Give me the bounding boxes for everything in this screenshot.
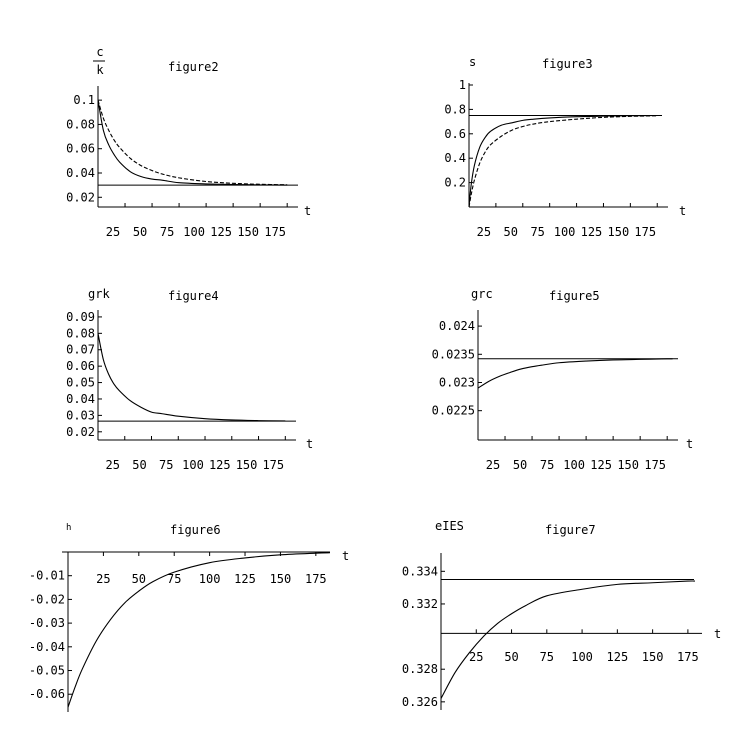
- x-tick-label: 75: [159, 225, 175, 239]
- solid-series-line: [441, 581, 695, 699]
- x-tick-label: 125: [210, 225, 232, 239]
- x-tick-label: 175: [644, 458, 667, 472]
- y-tick-label: 0.06: [66, 359, 95, 374]
- figure-label: figure6: [170, 523, 221, 537]
- x-tick-label: 25: [105, 225, 121, 239]
- y-tick-label: -0.06: [28, 687, 65, 702]
- dashed-series-line: [469, 116, 657, 207]
- x-tick-label: 25: [469, 650, 484, 664]
- x-tick-label: 125: [580, 225, 603, 239]
- x-tick-label: 75: [539, 650, 555, 664]
- chart-h: [29, 523, 349, 712]
- x-tick-label: 50: [512, 458, 528, 472]
- y-tick-label: 0.04: [66, 391, 95, 406]
- solid-series-line: [98, 100, 287, 185]
- x-tick-label: 175: [634, 225, 657, 239]
- y-axis-label-numerator: c: [96, 45, 104, 59]
- y-axis-label: s: [469, 55, 477, 69]
- chart-grk: [66, 287, 313, 472]
- x-tick-label: 75: [166, 572, 182, 586]
- x-tick-label: 175: [264, 225, 287, 239]
- x-tick-label: 25: [96, 572, 111, 586]
- solid-series-line: [469, 116, 657, 208]
- x-axis-label: t: [679, 204, 687, 218]
- y-tick-label: 0.1: [73, 93, 95, 108]
- x-tick-label: 125: [606, 650, 629, 664]
- y-tick-label: 0.326: [401, 694, 438, 709]
- dashed-series-line: [98, 100, 287, 185]
- solid-series-line: [478, 359, 673, 388]
- y-tick-label: -0.01: [28, 568, 65, 583]
- y-tick-label: -0.04: [28, 639, 65, 654]
- figure-label: figure4: [168, 289, 219, 303]
- x-tick-label: 100: [183, 225, 205, 239]
- x-tick-label: 100: [571, 650, 593, 664]
- figure-label: figure5: [549, 289, 600, 303]
- x-tick-label: 100: [553, 225, 576, 239]
- y-tick-label: 0.328: [401, 662, 438, 677]
- x-axis-label: t: [714, 627, 722, 641]
- y-tick-label: 0.8: [444, 102, 466, 117]
- y-tick-label: 0.03: [66, 408, 95, 423]
- y-tick-label: 0.6: [444, 126, 466, 141]
- y-tick-label: 0.04: [66, 166, 95, 180]
- y-tick-label: -0.05: [28, 663, 65, 678]
- y-tick-label: 0.4: [444, 151, 466, 166]
- x-tick-label: 100: [182, 458, 204, 472]
- y-tick-label: 0.07: [66, 342, 95, 357]
- x-tick-label: 150: [269, 572, 292, 586]
- x-tick-label: 150: [235, 458, 258, 472]
- x-tick-label: 175: [262, 458, 285, 472]
- x-tick-label: 25: [485, 458, 501, 472]
- y-tick-label: 0.0225: [431, 403, 475, 418]
- x-tick-label: 175: [304, 572, 327, 586]
- y-axis-label: eIES: [435, 519, 464, 533]
- x-tick-label: 50: [132, 225, 148, 239]
- y-tick-label: 0.2: [444, 175, 466, 190]
- y-tick-label: 0.08: [66, 326, 95, 341]
- x-axis-label: t: [306, 437, 314, 451]
- x-tick-label: 175: [677, 650, 699, 664]
- y-tick-label: -0.02: [28, 592, 65, 607]
- y-tick-label: 0.02: [66, 190, 95, 205]
- x-tick-label: 150: [607, 225, 630, 239]
- y-tick-label: 0.334: [401, 564, 438, 579]
- x-tick-label: 150: [641, 650, 664, 664]
- y-tick-label: 0.09: [66, 309, 95, 324]
- x-axis-label: t: [686, 437, 694, 451]
- x-tick-label: 75: [159, 458, 174, 472]
- chart-s: [444, 55, 686, 239]
- x-tick-label: 75: [530, 225, 545, 239]
- y-tick-label: 0.332: [401, 596, 438, 611]
- y-tick-label: 0.02: [66, 424, 95, 439]
- chart-grc: [432, 287, 694, 472]
- x-tick-label: 50: [131, 572, 147, 586]
- x-tick-label: 25: [105, 458, 120, 472]
- y-tick-label: 0.06: [66, 141, 95, 156]
- x-tick-label: 75: [539, 458, 555, 472]
- x-tick-label: 25: [476, 225, 492, 239]
- x-tick-label: 125: [590, 458, 612, 472]
- y-tick-label: 0.05: [66, 375, 95, 390]
- y-tick-label: -0.03: [28, 616, 65, 631]
- y-axis-label: grc: [471, 287, 493, 301]
- x-tick-label: 100: [563, 458, 585, 472]
- x-tick-label: 50: [132, 458, 147, 472]
- x-tick-label: 150: [617, 458, 640, 472]
- x-axis-label: t: [342, 549, 350, 563]
- y-tick-label: 1: [458, 78, 466, 92]
- y-tick-label: 0.0235: [431, 347, 475, 362]
- figure-label: figure2: [168, 60, 219, 74]
- figure-label: figure7: [545, 523, 596, 537]
- y-axis-label: grk: [88, 287, 110, 301]
- chart-eies: [402, 519, 721, 710]
- x-tick-label: 50: [504, 650, 519, 664]
- figure-label: figure3: [542, 57, 593, 71]
- y-tick-label: 0.08: [66, 117, 95, 132]
- x-tick-label: 100: [198, 572, 221, 586]
- x-tick-label: 125: [208, 458, 231, 472]
- y-axis-label: h: [66, 523, 72, 533]
- chart-c-over-k: [66, 45, 311, 239]
- solid-series-line: [98, 333, 285, 421]
- y-tick-label: 0.023: [438, 375, 475, 390]
- x-tick-label: 125: [234, 572, 256, 586]
- x-axis-label: t: [304, 204, 312, 218]
- x-tick-label: 50: [503, 225, 519, 239]
- x-tick-label: 150: [237, 225, 260, 239]
- y-axis-label-denominator: k: [96, 63, 104, 77]
- y-tick-label: 0.024: [438, 319, 475, 334]
